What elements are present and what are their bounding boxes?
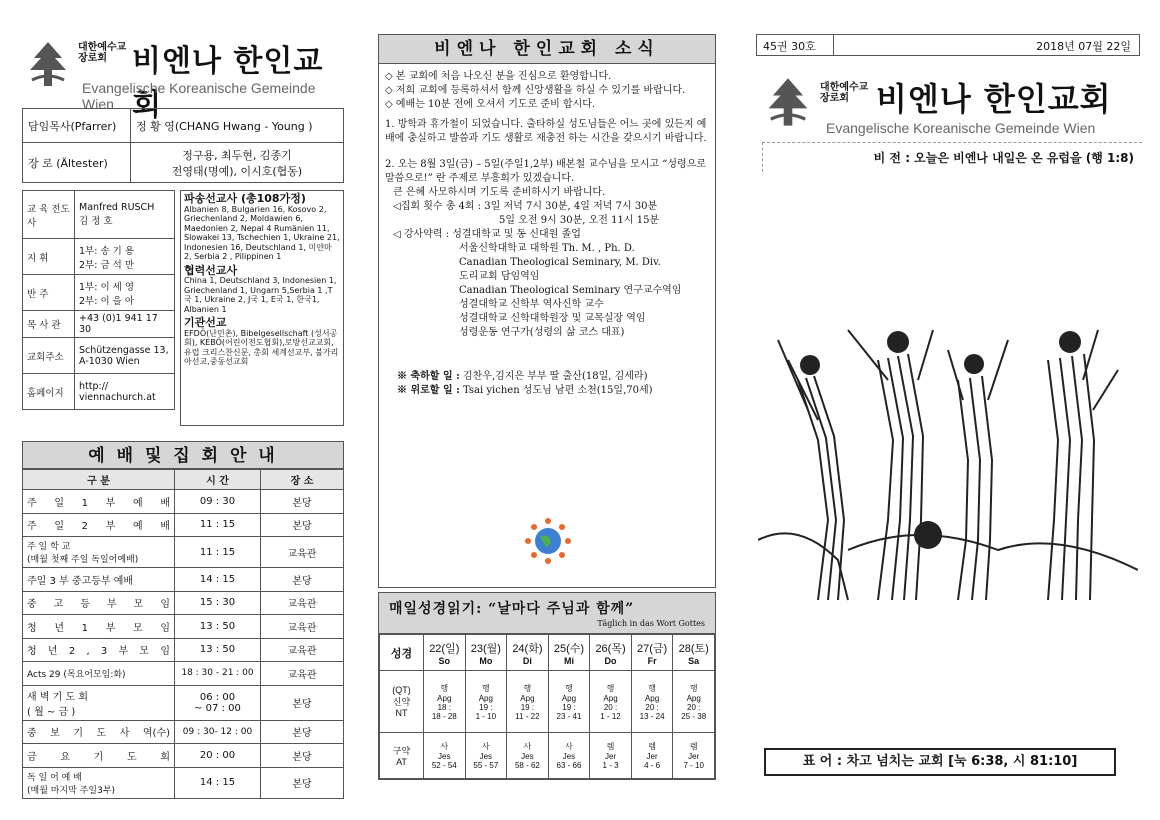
service-row: 독 일 어 예 배 (매월 마지막 주일3부) 14 : 15 본당 [23,767,344,798]
ot-reading: 렘 Jer 1 - 3 [590,733,632,779]
issue-date: 2018년 07월 22일 [1036,40,1131,53]
denomination-label: 대한예수교 장로회 [820,82,869,104]
institution-title: 기관선교 [184,316,227,329]
row-label: 구약 AT [380,733,424,779]
church-name: 비엔나 한인교회 [132,44,324,123]
service-row: 새 벽 기 도 회 ( 월 ~ 금 ) 06 : 00 ~ 07 : 00 본당 [23,685,344,720]
ot-reading: 사 Jes 58 - 62 [507,733,549,779]
career-line: 성결대학교 신학대학원장 및 교목실장 역임 [459,313,646,324]
mission-body: Albanien 8, Bulgarien 16, Kosovo 2, Griechenland 2, Moldawien 6, Maedonien 2, Nepal 4 Rumänien 11, Slowakei 13, Tschechien 1, Ukraine 21, Indonesien 16, Deutschland 1, 미얀마 2, Serbia 2 , Pilippinen 1 [184,204,340,261]
service-row: 주 일 1 부 예 배 09 : 30 본당 [23,490,344,514]
partner-body: China 1, Deutschland 3, Indonesien 1, Griechenland 1, Ungarn 5,Serbia 1 ,T국 1, Ukraine 2, J국 1, E국 1, 한국1, Albanien 1 [184,276,337,314]
welcome-line: ◇ 예배는 10분 전에 오셔서 기도로 준비 합시다. [385,99,596,110]
mission-box [180,190,344,426]
career-line: Canadian Theological Seminary 연구교수역임 [459,285,682,296]
vision-line: 비 전 : 오늘은 비엔나 내일은 온 유럽을 (행 1:8) [762,142,1142,172]
service-row: 주일 3 부 중고등부 예배 14 : 15 본당 [23,568,344,592]
welcome-line: ◇ 저희 교회에 등록하셔서 함께 신앙생활을 하실 수 있기를 바랍니다. [385,85,686,96]
col-header-place: 장 소 [261,470,344,490]
staff-label: 교 육 전도사 [23,191,75,239]
elder-row [23,143,344,183]
day-header: 22(일) So [424,635,466,671]
nt-reading: 행 Apg 20 : 1 - 12 [590,671,632,733]
partner-title: 협력선교사 [184,263,238,277]
career-line: 성결대학교 신학부 역사신학 교수 [459,299,604,310]
ot-reading: 사 Jes 52 - 54 [424,733,466,779]
pastor-table [22,108,344,183]
cover-illustration [758,320,1138,610]
congrats-line: ※ 축하할 일 : 김찬우,김지은 부부 딸 출산(18일, 김세라) [397,371,648,382]
issue-bar [756,34,1140,56]
welcome-line: ◇ 본 교회에 처음 나오신 분을 진심으로 환영합니다. [385,71,612,82]
row-label: 성경 [380,635,424,671]
day-header: 25(수) Mi [548,635,590,671]
service-row: 청 년 2 , 3 부 모 임 13 : 50 교육관 [23,638,344,662]
career-label: ◁ 강사약력 : 성결대학교 및 동 신대원 졸업 [393,229,581,240]
staff-value: Schützengasse 13, A-1030 Wien [75,338,175,374]
church-logo-block [22,34,344,123]
service-row: 금 요 기 도 회 20 : 00 본당 [23,744,344,768]
news-item-1: 1. 방학과 휴가철이 되었습니다. 출타하실 성도님들은 어느 곳에 있든지 예배에 충실하고 발씀과 기도 생활로 재충전 하는 시간을 갖으시기 바랍니다. [385,119,707,144]
nt-reading: 행 Apg 18 : 18 - 28 [424,671,466,733]
cover-logo-block [760,74,1144,138]
ot-reading: 렘 Jer 4 - 6 [631,733,673,779]
schedule-line: 5일 오전 9시 30분, 오전 11시 15분 [499,215,660,226]
schedule-line: ◁집회 횟수 총 4회 : 3일 저녁 7시 30분, 4일 저녁 7시 30분 [393,201,658,212]
staff-value: +43 (0)1 941 17 30 [75,311,175,338]
news-item-2b: 큰 은혜 사모하시며 기도록 준비하시기 바랍니다. [393,187,606,198]
day-header: 26(목) Do [590,635,632,671]
nt-reading: 행 Apg 19 : 1 - 10 [465,671,507,733]
career-line: Canadian Theological Seminary, M. Div. [459,257,661,268]
church-name: 비엔나 한인교회 [876,80,1112,118]
nt-reading: 행 Apg 20 : 25 - 38 [673,671,715,733]
church-emblem-icon [760,76,816,130]
day-header: 24(화) Di [507,635,549,671]
service-row: 청 년 1 부 모 임 13 : 50 교육관 [23,615,344,639]
row-label: (QT) 신약 NT [380,671,424,733]
mission-title: 파송선교사 (총108가정) [184,192,306,205]
staff-value: 1부: 송 기 용 2부: 금 석 만 [75,239,175,275]
bible-reading-table [379,634,715,779]
elder-label: 장 로 (Ältester) [23,143,131,183]
bible-reading-panel [378,592,716,780]
staff-label: 반 주 [23,275,75,311]
career-line: 서울신학대학교 대학원 Th. M. , Ph. D. [459,243,635,254]
day-header: 27(금) Fr [631,635,673,671]
nt-reading: 행 Apg 19 : 23 - 41 [548,671,590,733]
news-item-2: 2. 오는 8월 3일(금) – 5일(주일1,2부) 배본철 교수님을 모시고 “성령으로 말씀으로!” 란 주제로 부흥회가 있겠습니다. [385,159,707,184]
issue-number: 45권 30호 [763,40,816,53]
staff-value[interactable]: http:// viennachurch.at [75,374,175,410]
globe-people-icon [522,515,574,567]
career-line: 도리교회 담임역임 [459,271,540,282]
service-row: 주 일 학 교 (매월 첫째 주일 독일어예배) 11 : 15 교육관 [23,537,344,568]
pastor-value: 정 황 영(CHANG Hwang - Young ) [131,109,344,143]
col-header-time: 시 간 [175,470,261,490]
church-emblem-icon [22,40,74,90]
day-header: 23(월) Mo [465,635,507,671]
bible-reading-header [379,593,715,634]
staff-label: 홈페이지 [23,374,75,410]
issue-divider [833,35,834,55]
staff-table [22,190,175,410]
bible-reading-subtitle: Täglich in das Wort Gottes [597,619,705,628]
denomination-label: 대한예수교 장로회 [78,42,127,64]
staff-label: 지 휘 [23,239,75,275]
services-table [22,469,344,799]
church-german-name: Evangelische Koreanische Gemeinde Wien [82,80,316,112]
service-row: 중 보 기 도 사 역(수) 09 : 30- 12 : 00 본당 [23,720,344,744]
news-panel [378,34,716,588]
institution-body: EFDÖ(난민촌), Bibelgesellschaft (성서공회), KEBÖ(어린이전도협회),로방선교교회, 유럽 크리스찬신문, 총회 세계선교부, 불가리아선교,중동선교회 [184,328,339,366]
staff-value: 1부: 이 세 영 2부: 이 을 아 [75,275,175,311]
church-german-name: Evangelische Koreanische Gemeinde Wien [826,120,1096,136]
motto-box: 표 어 : 차고 넘치는 교회 [눅 6:38, 시 81:10] [764,748,1116,776]
comfort-line: ※ 위로할 일 : Tsai yichen 성도님 남편 소천(15일,70세) [397,385,653,396]
pastor-label: 담임목사(Pfarrer) [23,109,131,143]
services-title: 예 배 및 집 회 안 내 [22,441,344,469]
news-title: 비엔나 한인교회 소식 [379,35,715,64]
day-header: 28(토) Sa [673,635,715,671]
staff-label: 목 사 관 [23,311,75,338]
ot-reading: 사 Jes 55 - 57 [465,733,507,779]
bible-reading-title: 매일성경읽기: “날마다 주님과 함께” [389,601,635,617]
career-line: 성령운동 연구가(성령의 삶 코스 대표) [459,327,625,338]
col-header-name: 구 분 [23,470,175,490]
nt-reading: 행 Apg 20 : 13 - 24 [631,671,673,733]
news-body [379,64,715,398]
service-row: Acts 29 (목요어모임:화) 18 : 30 - 21 : 00 교육관 [23,662,344,686]
staff-value: Manfred RUSCH 김 정 호 [75,191,175,239]
ot-reading: 렘 Jer 7 - 10 [673,733,715,779]
elder-value: 정구용, 최두현, 김종기 전영태(명예), 이시호(협동) [131,143,344,183]
service-row: 주 일 2 부 예 배 11 : 15 본당 [23,513,344,537]
ot-reading: 사 Jes 63 - 66 [548,733,590,779]
service-row: 중 고 등 부 모 임 15 : 30 교육관 [23,591,344,615]
pastor-row [23,109,344,143]
nt-reading: 행 Apg 19 : 11 - 22 [507,671,549,733]
staff-label: 교회주소 [23,338,75,374]
